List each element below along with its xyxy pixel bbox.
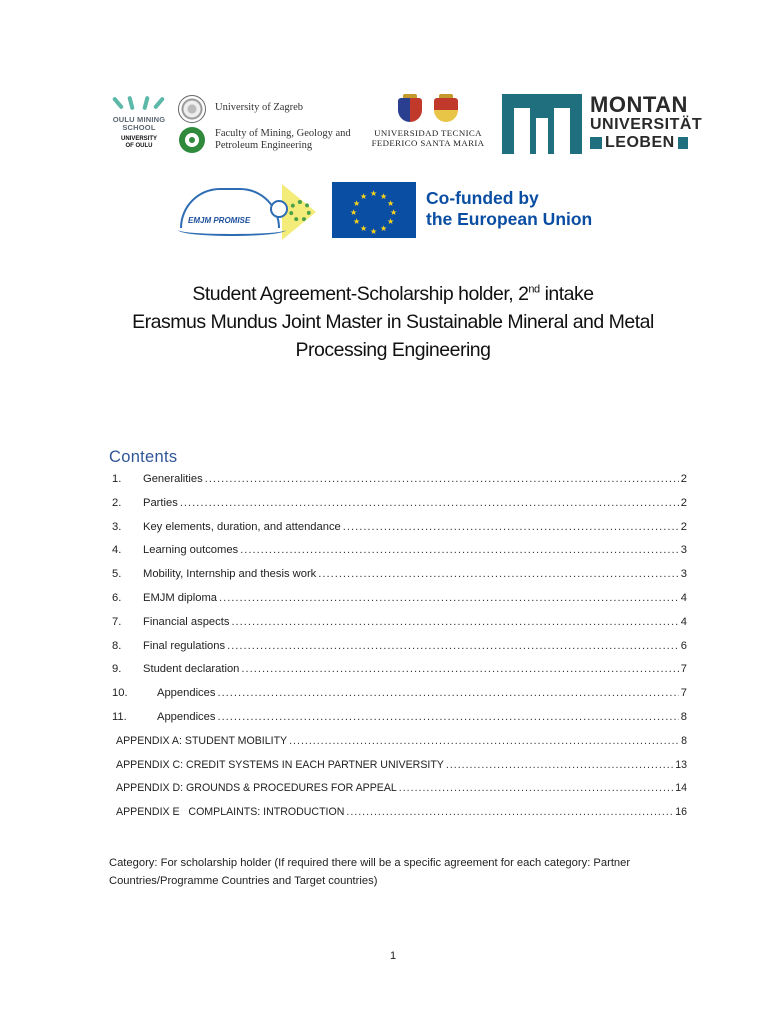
- utfsm-logo-line1: UNIVERSIDAD TECNICA: [374, 128, 482, 138]
- montan-logo-line3: LEOBEN: [605, 134, 675, 151]
- toc-page: 16: [675, 806, 687, 818]
- toc-num: 7.: [112, 616, 122, 628]
- title-line2: Erasmus Mundus Joint Master in Sustainable Mineral and Metal: [132, 311, 654, 333]
- toc-label: Student declaration: [143, 663, 240, 675]
- eu-logo-line1: Co-funded by: [426, 188, 539, 208]
- montanuniversitat-logo: [502, 92, 703, 156]
- toc-label: APPENDIX A: STUDENT MOBILITY: [116, 735, 288, 747]
- toc-num: 6.: [112, 592, 122, 604]
- oulu-logo-line2: SCHOOL: [122, 123, 156, 132]
- title-line1-text: Student Agreement-Scholarship holder, 2: [192, 283, 529, 305]
- montan-m-icon: [502, 94, 582, 154]
- toc-entry-generalities[interactable]: [112, 470, 687, 488]
- toc-page: 3: [680, 544, 687, 556]
- toc-leader: [399, 779, 673, 797]
- toc-label: Final regulations: [143, 640, 226, 652]
- toc-entry-final-regulations[interactable]: [112, 637, 687, 655]
- toc-leader: [289, 732, 679, 750]
- toc-page: 13: [675, 759, 687, 771]
- toc-label: APPENDIX C: CREDIT SYSTEMS IN EACH PARTNER UNIVERSITY: [116, 759, 444, 771]
- toc-page: 8: [681, 735, 687, 747]
- toc-page: 6: [680, 640, 687, 652]
- toc-num: 4.: [112, 544, 122, 556]
- eu-logo-line2: the European Union: [426, 209, 593, 229]
- toc-entry-key-elements[interactable]: [112, 518, 687, 536]
- toc-leader: [227, 637, 679, 655]
- dome-base-icon: [178, 224, 286, 236]
- toc-entry-appendix-c[interactable]: [116, 756, 687, 774]
- title-line3: Processing Engineering: [295, 339, 491, 361]
- toc-entry-emjm-diploma[interactable]: [112, 589, 687, 607]
- oulu-rays-icon: [108, 92, 170, 116]
- toc-label: Parties: [143, 497, 178, 509]
- eu-flag-icon: ★ ★ ★ ★ ★ ★ ★ ★ ★ ★ ★ ★: [332, 182, 416, 238]
- toc-num: 3.: [112, 521, 122, 533]
- toc-label: APPENDIX D: GROUNDS & PROCEDURES FOR APPEAL: [116, 782, 397, 794]
- title-line1-sup: nd: [528, 283, 540, 296]
- toc-entry-appendices-10[interactable]: [112, 684, 687, 702]
- page-number: 1: [389, 950, 397, 962]
- toc-entry-appendix-a[interactable]: [116, 732, 687, 750]
- toc-entry-mobility[interactable]: [112, 565, 687, 583]
- toc-page: 2: [680, 521, 687, 533]
- zagreb-seal-icon: [178, 95, 206, 123]
- toc-num: 11.: [112, 711, 127, 723]
- montan-logo-line3-wrap: [590, 134, 688, 152]
- toc-page: 2: [680, 497, 687, 509]
- montan-logo-line1: MONTAN: [590, 92, 688, 117]
- utfsm-logo: [366, 94, 490, 156]
- toc-leader: [205, 470, 679, 488]
- zagreb-logo-line3: Petroleum Engineering: [215, 140, 313, 151]
- title-line1: [60, 280, 726, 308]
- toc-label: APPENDIX E COMPLAINTS: INTRODUCTION: [116, 806, 345, 818]
- zagreb-logo: [178, 95, 358, 157]
- recycle-icon: [289, 200, 311, 222]
- toc-page: 7: [680, 663, 687, 675]
- toc-page: 4: [680, 616, 687, 628]
- rgn-faculty-icon: [179, 127, 205, 153]
- oulu-logo-line4: OF OULU: [125, 143, 153, 149]
- oulu-mining-school-logo: [108, 92, 170, 172]
- toc-label: Financial aspects: [143, 616, 230, 628]
- utfsm-crest-right-icon: [432, 94, 460, 124]
- lamp-icon: [270, 200, 288, 218]
- oulu-logo-line1: OULU MINING: [112, 115, 166, 124]
- toc-leader: [217, 708, 678, 726]
- montan-logo-line2: UNIVERSITÄT: [590, 116, 703, 133]
- toc-label: Mobility, Internship and thesis work: [143, 568, 317, 580]
- zagreb-logo-line2: Faculty of Mining, Geology and: [215, 128, 351, 139]
- toc-num: 5.: [112, 568, 122, 580]
- toc-entry-student-declaration[interactable]: [112, 660, 687, 678]
- toc-entry-financial-aspects[interactable]: [112, 613, 687, 631]
- toc-page: 2: [680, 473, 687, 485]
- toc-entry-parties[interactable]: [112, 494, 687, 512]
- toc-leader: [343, 518, 679, 536]
- contents-heading: Contents: [109, 448, 178, 466]
- toc-label: Appendices: [157, 711, 216, 723]
- eu-cofunded-logo: [332, 182, 622, 238]
- toc-leader: [241, 660, 678, 678]
- toc-leader: [217, 684, 678, 702]
- toc-label: Generalities: [143, 473, 203, 485]
- toc-num: 1.: [112, 473, 122, 485]
- toc-label: EMJM diploma: [143, 592, 217, 604]
- toc-num: 8.: [112, 640, 122, 652]
- toc-leader: [346, 803, 673, 821]
- toc-page: 3: [680, 568, 687, 580]
- toc-num: 9.: [112, 663, 122, 675]
- toc-leader: [180, 494, 679, 512]
- emjm-logo-label: EMJM PROMISE: [188, 216, 251, 225]
- oulu-logo-line3: UNIVERSITY: [120, 136, 157, 142]
- toc-leader: [219, 589, 679, 607]
- emjm-promise-logo: [178, 182, 318, 240]
- toc-entry-appendices-11[interactable]: [112, 708, 687, 726]
- toc-entry-appendix-d[interactable]: [116, 779, 687, 797]
- toc-entry-learning-outcomes[interactable]: [112, 541, 687, 559]
- toc-label: Key elements, duration, and attendance: [143, 521, 341, 533]
- toc-page: 4: [680, 592, 687, 604]
- toc-entry-appendix-e[interactable]: [116, 803, 687, 821]
- document-title: [60, 280, 726, 364]
- toc-leader: [240, 541, 679, 559]
- toc-num: 10.: [112, 687, 128, 699]
- toc-page: 7: [680, 687, 687, 699]
- toc-leader: [318, 565, 678, 583]
- category-note: Category: For scholarship holder (If required there will be a specific agreement for each category: Partner Countries/Programme Countries and Target countries): [109, 857, 631, 887]
- utfsm-logo-line2: FEDERICO SANTA MARIA: [371, 138, 485, 148]
- toc-leader: [446, 756, 673, 774]
- toc-num: 2.: [112, 497, 122, 509]
- toc-leader: [231, 613, 678, 631]
- toc-label: Learning outcomes: [143, 544, 239, 556]
- title-line1-suffix: intake: [539, 283, 594, 305]
- zagreb-logo-line1: University of Zagreb: [215, 102, 304, 113]
- utfsm-crest-left-icon: [396, 94, 424, 124]
- toc-page: 8: [680, 711, 687, 723]
- toc-page: 14: [675, 782, 687, 794]
- toc-label: Appendices: [157, 687, 216, 699]
